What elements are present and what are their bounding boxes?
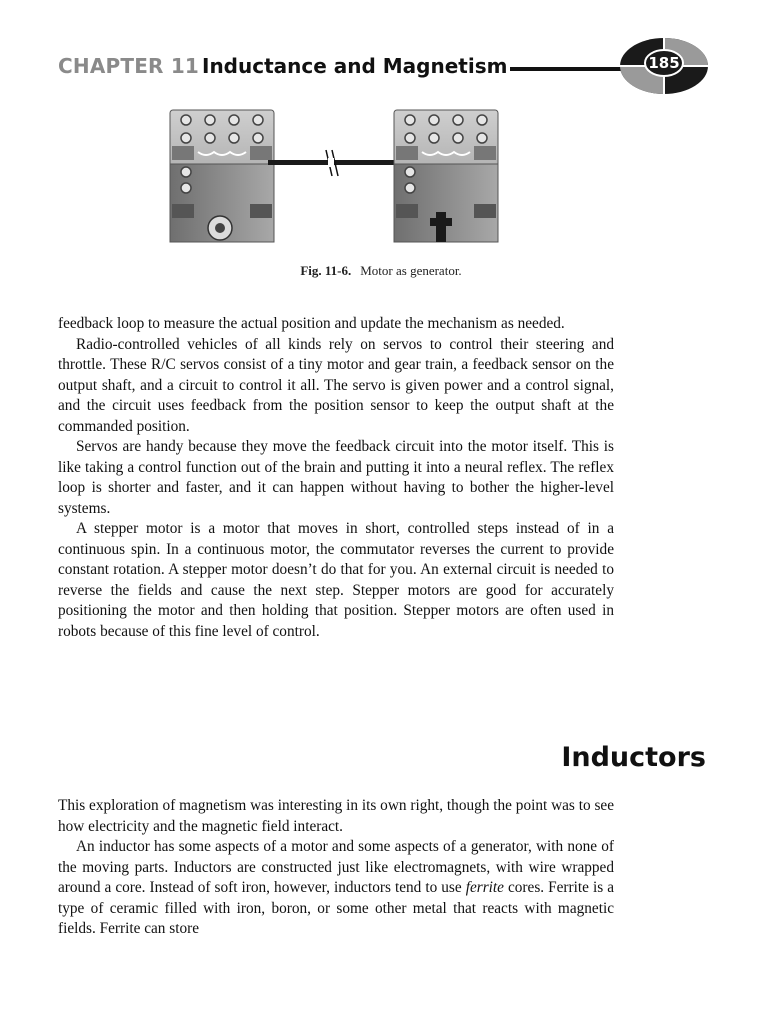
- figure-number: Fig. 11-6.: [300, 263, 352, 278]
- left-motor-block: [170, 110, 274, 242]
- paragraph: A stepper motor is a motor that moves in short, controlled steps instead of in a continuous spin. In a continuous motor, the commutator reverses the current to provide constant rotation. A stepper motor doesn’t do that for you. An external circuit is needed to reverse the fields and cause the next step. Stepper motors are good for accurately positioning the motor and then holding that position. Stepper motors are often used in robots because of this fine level of control.: [58, 520, 614, 640]
- body-text-top: [58, 314, 614, 642]
- right-motor-block: [394, 110, 498, 242]
- emphasis-ferrite: ferrite: [465, 879, 504, 896]
- paragraph: This exploration of magnetism was interesting in its own right, though the point was to see how electricity and the magnetic field interact.: [58, 797, 614, 835]
- paragraph: Radio-controlled vehicles of all kinds rely on servos to control their steering and throttle. These R/C servos consist of a tiny motor and gear train, a feedback sensor on the output shaft, and a circuit to control it all. The servo is given power and a control signal, and the circuit uses feedback from the position sensor to keep the output shaft at the commanded position.: [58, 335, 614, 435]
- figure-motor-as-generator: [168, 106, 500, 248]
- chapter-title: Inductance and Magnetism: [202, 54, 508, 78]
- chapter-label: CHAPTER 11: [58, 54, 200, 78]
- paragraph: Servos are handy because they move the feedback circuit into the motor itself. This is like taking a control function out of the brain and putting it into a neural reflex. The reflex loop is shorter and faster, and it can happen without having to bother the higher-level systems.: [58, 438, 614, 517]
- paragraph: feedback loop to measure the actual position and update the mechanism as needed.: [58, 315, 565, 332]
- paragraph-text: An inductor has some aspects of a motor and some aspects of a generator, with none of the moving parts. Inductors are constructed just like electromagnets, with wire wrapped around a core. Instead of soft iron, however, inductors tend to use: [58, 838, 614, 896]
- section-heading: Inductors: [561, 742, 706, 773]
- running-header: [58, 50, 708, 82]
- page-number: 185: [648, 54, 680, 72]
- figure-caption-text: Motor as generator.: [360, 263, 462, 278]
- paragraph-text: cores. Ferrite is a type of ceramic filled with iron, boron, or some other metal that reacts with magnetic fields. Ferrite can store: [58, 879, 614, 937]
- body-text-section: [58, 796, 614, 940]
- figure-caption: [0, 263, 762, 279]
- paragraph: [58, 837, 614, 940]
- page-number-badge: [618, 36, 710, 96]
- motor-illustration: [168, 106, 500, 248]
